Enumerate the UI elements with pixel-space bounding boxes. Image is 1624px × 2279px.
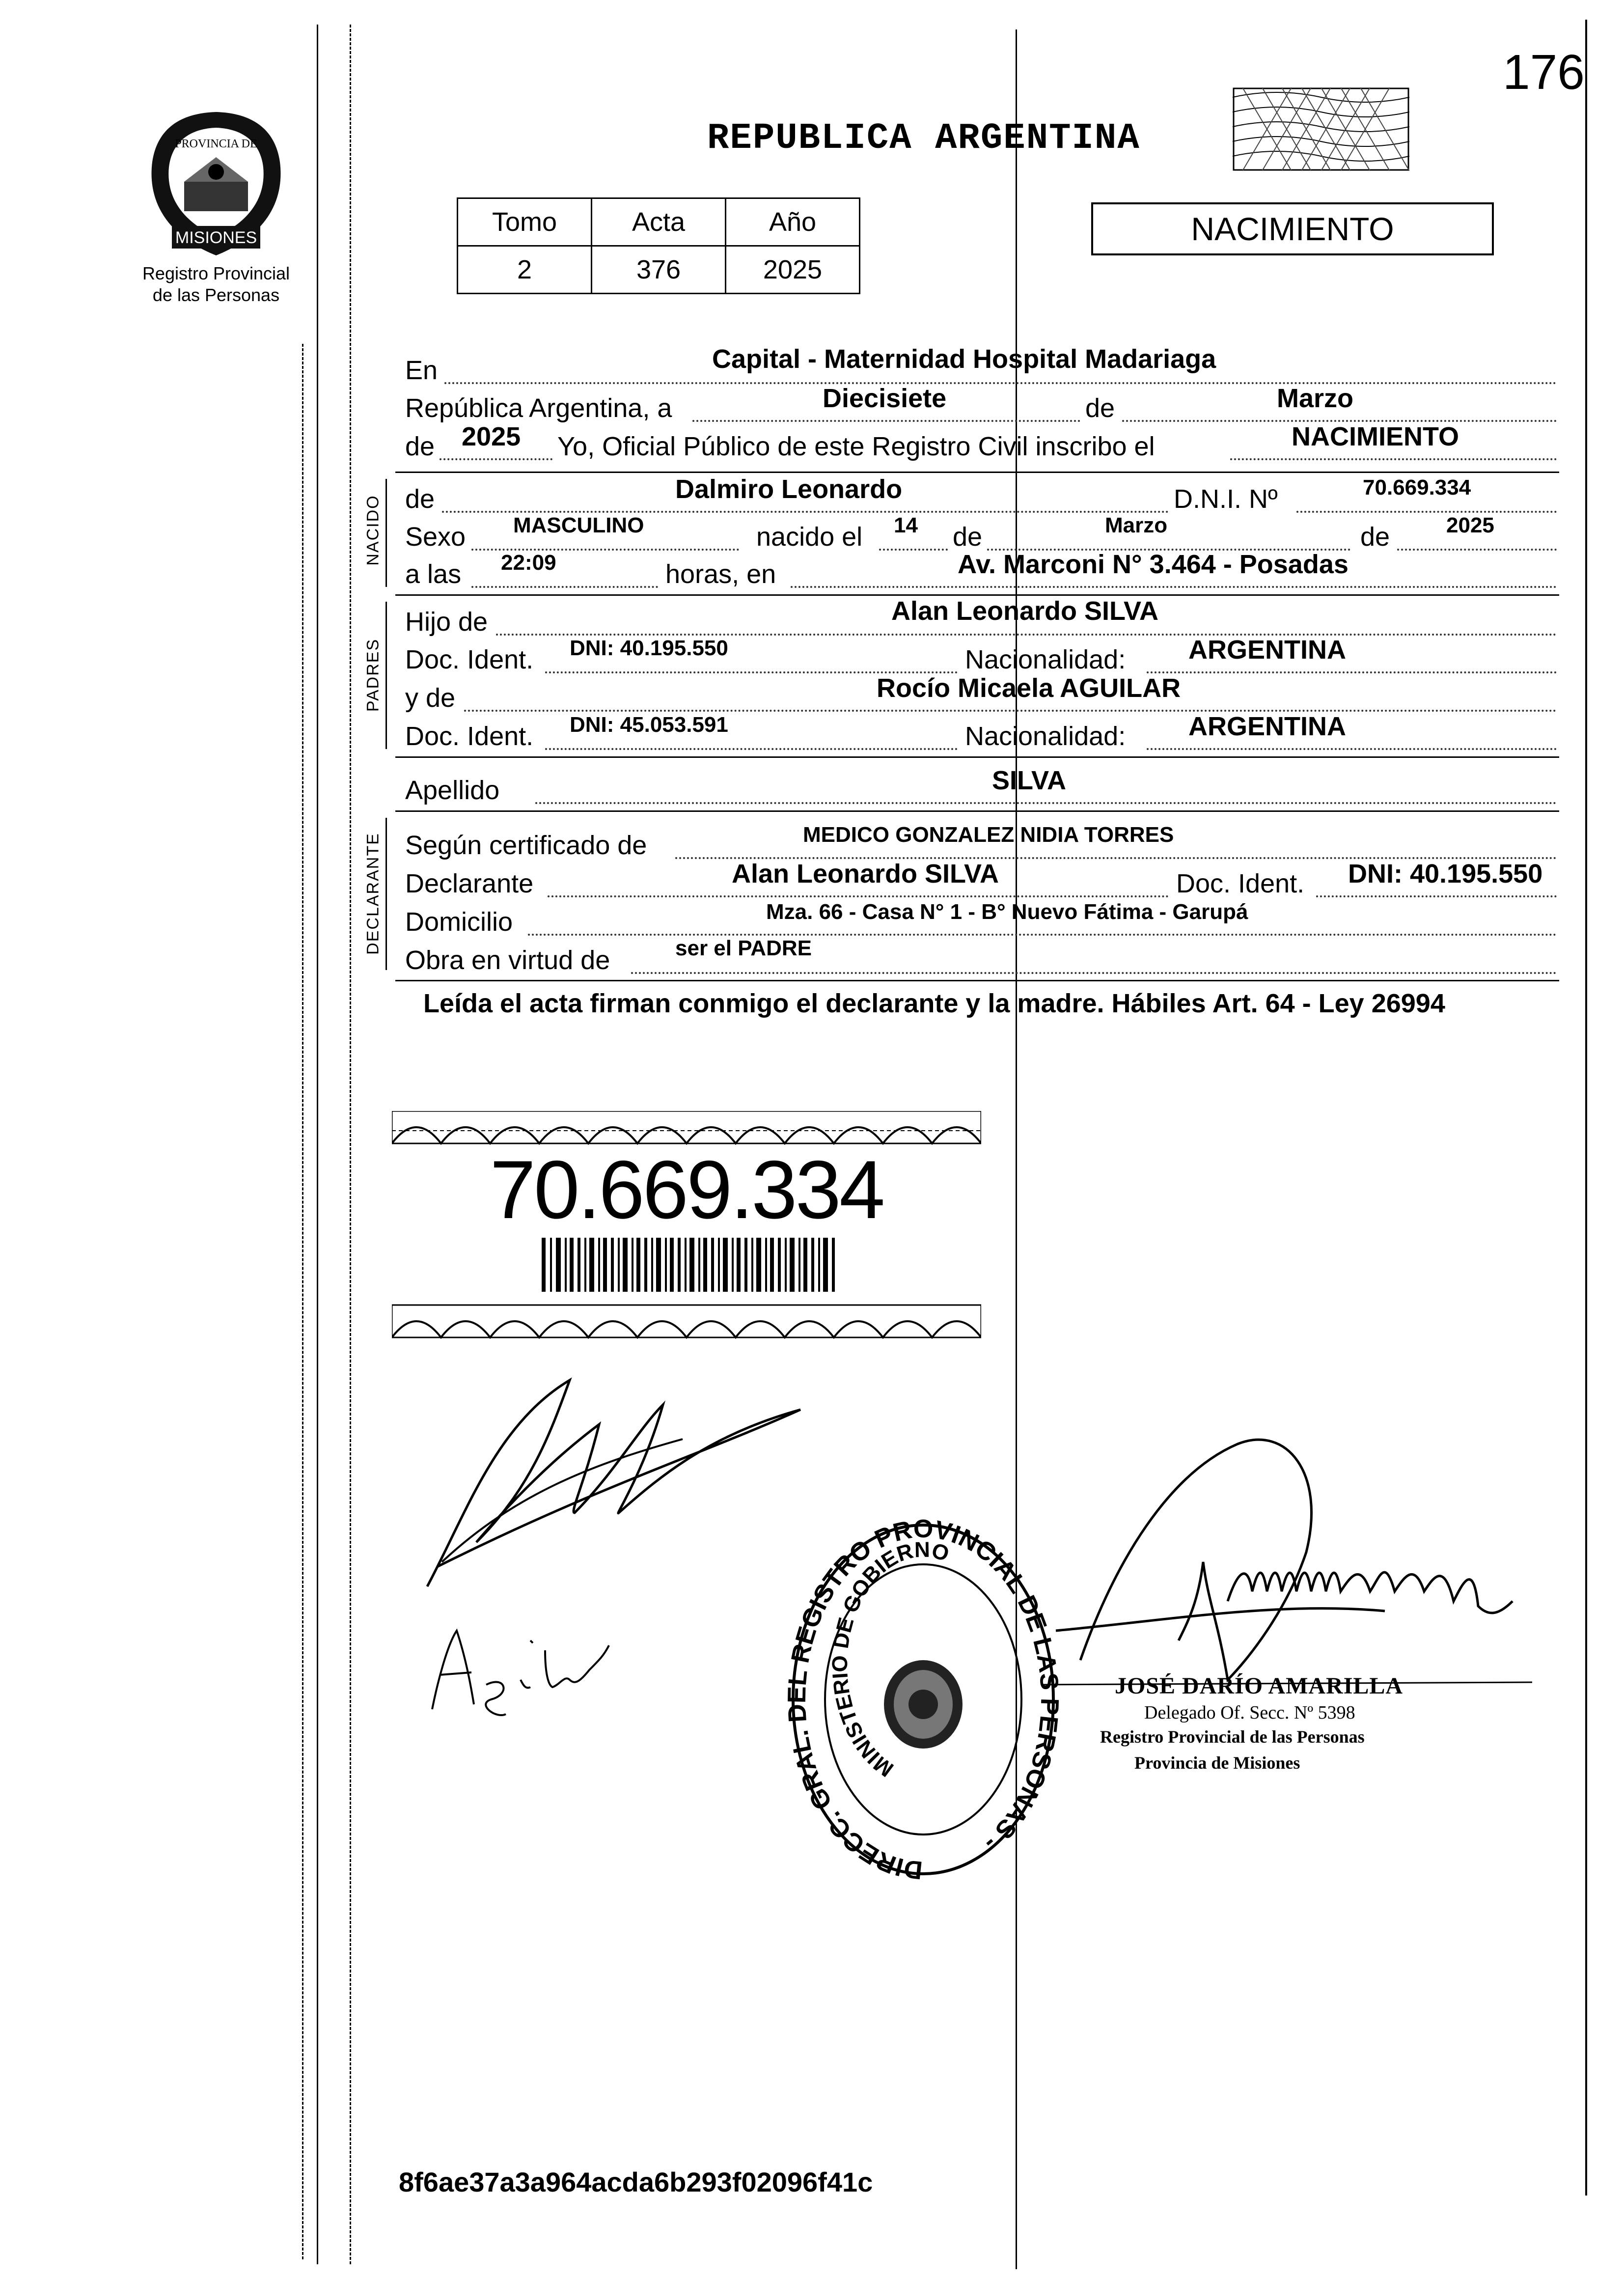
outer-dashed-rule <box>302 344 303 2259</box>
act-type-box: NACIMIENTO <box>1091 202 1494 255</box>
label-apellido: Apellido <box>405 776 500 805</box>
value-lugar-nac: Av. Marconi N° 3.464 - Posadas <box>958 550 1349 579</box>
registry-caption <box>123 263 309 306</box>
value-madre: Rocío Micaela AGUILAR <box>877 673 1181 703</box>
value-madre-nac: ARGENTINA <box>1188 712 1346 741</box>
ref-value-acta: 376 <box>592 246 726 294</box>
declarant-signature <box>408 1365 825 1591</box>
label-oficial: Yo, Oficial Público de este Registro Civil inscribo el <box>557 432 1155 461</box>
label-domicilio: Domicilio <box>405 907 513 937</box>
dotted-line <box>535 802 1557 804</box>
dotted-line <box>545 748 958 750</box>
value-padre-nac: ARGENTINA <box>1188 635 1346 665</box>
mother-signature <box>413 1586 633 1724</box>
section-label-declarante: DECLARANTE <box>363 833 383 955</box>
label-nacido-el: nacido el <box>756 522 863 552</box>
dotted-line <box>791 586 1557 588</box>
left-margin-dashed-rule <box>350 25 351 2264</box>
section-divider <box>395 756 1559 758</box>
dotted-line <box>464 710 1557 712</box>
label-segun: Según certificado de <box>405 831 647 860</box>
label-obra: Obra en virtud de <box>405 945 610 975</box>
section-divider <box>395 472 1559 473</box>
dotted-line <box>528 934 1557 936</box>
sticker-id-number: 70.669.334 <box>490 1143 883 1236</box>
section-label-padres: PADRES <box>363 638 383 712</box>
label-de-month: de <box>1085 393 1115 423</box>
security-pattern-icon <box>1233 87 1409 171</box>
value-obra: ser el PADRE <box>675 936 812 960</box>
ref-header-acta: Acta <box>592 198 726 246</box>
misiones-logo <box>142 108 290 260</box>
label-hijo-de: Hijo de <box>405 607 488 637</box>
logo-top-text: PROVINCIA DE <box>175 138 257 150</box>
value-anio: 2025 <box>462 422 521 451</box>
page-number: 176 <box>1503 45 1585 100</box>
label-doc-ident-1: Doc. Ident. <box>405 645 534 674</box>
value-dia-nac: 14 <box>894 513 918 537</box>
value-anio-nac: 2025 <box>1446 513 1494 537</box>
label-sexo: Sexo <box>405 522 466 552</box>
value-declarante-doc: DNI: 40.195.550 <box>1348 859 1543 889</box>
section-bracket <box>385 818 387 970</box>
logo-bottom-text: MISIONES <box>175 228 257 247</box>
label-nacionalidad-2: Nacionalidad: <box>965 722 1126 751</box>
ref-value-tomo: 2 <box>458 246 592 294</box>
section-bracket <box>385 602 387 749</box>
stamp-outer-text: DIRECC. GRAL. L REGISTRO PROVINCIAL DE LAS ERSONAS - <box>786 1518 1061 1881</box>
value-padre: Alan Leonardo SILVA <box>891 596 1159 626</box>
value-hora: 22:09 <box>501 551 556 575</box>
section-divider <box>395 980 1559 981</box>
dotted-line <box>631 972 1557 974</box>
value-nombre: Dalmiro Leonardo <box>675 474 903 504</box>
id-sticker <box>392 1111 981 1352</box>
label-horas-en: horas, en <box>665 559 776 589</box>
left-margin-rule <box>317 25 318 2264</box>
label-en: En <box>405 356 438 385</box>
label-y-de: y de <box>405 683 456 713</box>
ref-header-tomo: Tomo <box>458 198 592 246</box>
registry-caption-line2: de las Personas <box>152 285 280 305</box>
label-de-year: de <box>405 432 435 461</box>
officer-title-line1: Delegado Of. Secc. Nº 5398 <box>1144 1702 1355 1723</box>
value-mes-nac: Marzo <box>1105 513 1168 537</box>
dotted-line <box>442 511 1169 513</box>
ref-value-anio: 2025 <box>726 246 860 294</box>
value-dia: Diecisiete <box>823 384 947 413</box>
label-de-b2: de <box>1360 522 1390 552</box>
dotted-line <box>1147 748 1557 750</box>
dotted-line <box>1296 511 1557 513</box>
section-label-nacido: NACIDO <box>363 495 383 566</box>
dotted-line <box>548 895 1169 897</box>
registry-caption-line1: Registro Provincial <box>142 263 290 283</box>
label-de-name: de <box>405 484 435 514</box>
officer-title-line3: Provincia de Misiones <box>1134 1753 1300 1773</box>
document-hash: 8f6ae37a3a964acda6b293f02096f41c <box>399 2167 873 2197</box>
officer-name: JOSÉ DARÍO AMARILLA <box>1115 1673 1404 1699</box>
section-divider <box>395 810 1559 812</box>
officer-title-line2: Registro Provincial de las Personas <box>1100 1727 1365 1747</box>
dotted-line <box>496 634 1557 636</box>
label-declarante: Declarante <box>405 869 534 898</box>
stamp-inner-text: MINISTERIO DE GOBIERNO <box>827 1537 952 1781</box>
value-dni: 70.669.334 <box>1363 475 1471 500</box>
value-madre-doc: DNI: 45.053.591 <box>570 713 728 737</box>
dotted-line <box>1230 458 1557 460</box>
value-mes: Marzo <box>1277 384 1354 413</box>
value-acto: NACIMIENTO <box>1292 422 1459 451</box>
closing-note: Leída el acta firman conmigo el declarante y la madre. Hábiles Art. 64 - Ley 26994 <box>423 989 1445 1018</box>
dotted-line <box>879 549 948 551</box>
label-doc-ident-3: Doc. Ident. <box>1176 869 1305 898</box>
header-title: REPUBLICA ARGENTINA <box>707 118 1140 159</box>
value-sexo: MASCULINO <box>513 513 644 537</box>
value-lugar: Capital - Maternidad Hospital Madariaga <box>712 344 1216 374</box>
dotted-line <box>444 382 1557 384</box>
dotted-line <box>1147 671 1557 673</box>
label-de-b1: de <box>953 522 983 552</box>
dotted-line <box>692 420 1080 422</box>
value-certificado: MEDICO GONZALEZ NIDIA TORRES <box>803 823 1174 847</box>
label-doc-ident-2: Doc. Ident. <box>405 722 534 751</box>
dotted-line <box>471 586 658 588</box>
ref-header-anio: Año <box>726 198 860 246</box>
label-a-las: a las <box>405 559 462 589</box>
ministry-stamp <box>786 1518 1061 1881</box>
dotted-line <box>1316 895 1557 897</box>
section-bracket <box>385 479 387 587</box>
value-domicilio: Mza. 66 - Casa N° 1 - B° Nuevo Fátima - Garupá <box>766 900 1248 924</box>
value-apellido: SILVA <box>992 766 1067 795</box>
label-dni: D.N.I. Nº <box>1174 484 1278 514</box>
right-margin-rule <box>1585 20 1587 2196</box>
label-republica: República Argentina, a <box>405 393 672 423</box>
label-nacionalidad-1: Nacionalidad: <box>965 645 1126 674</box>
dotted-line <box>1397 549 1557 551</box>
value-declarante: Alan Leonardo SILVA <box>732 859 999 889</box>
value-padre-doc: DNI: 40.195.550 <box>570 636 728 660</box>
dotted-line <box>440 458 552 460</box>
reference-table <box>457 197 860 294</box>
